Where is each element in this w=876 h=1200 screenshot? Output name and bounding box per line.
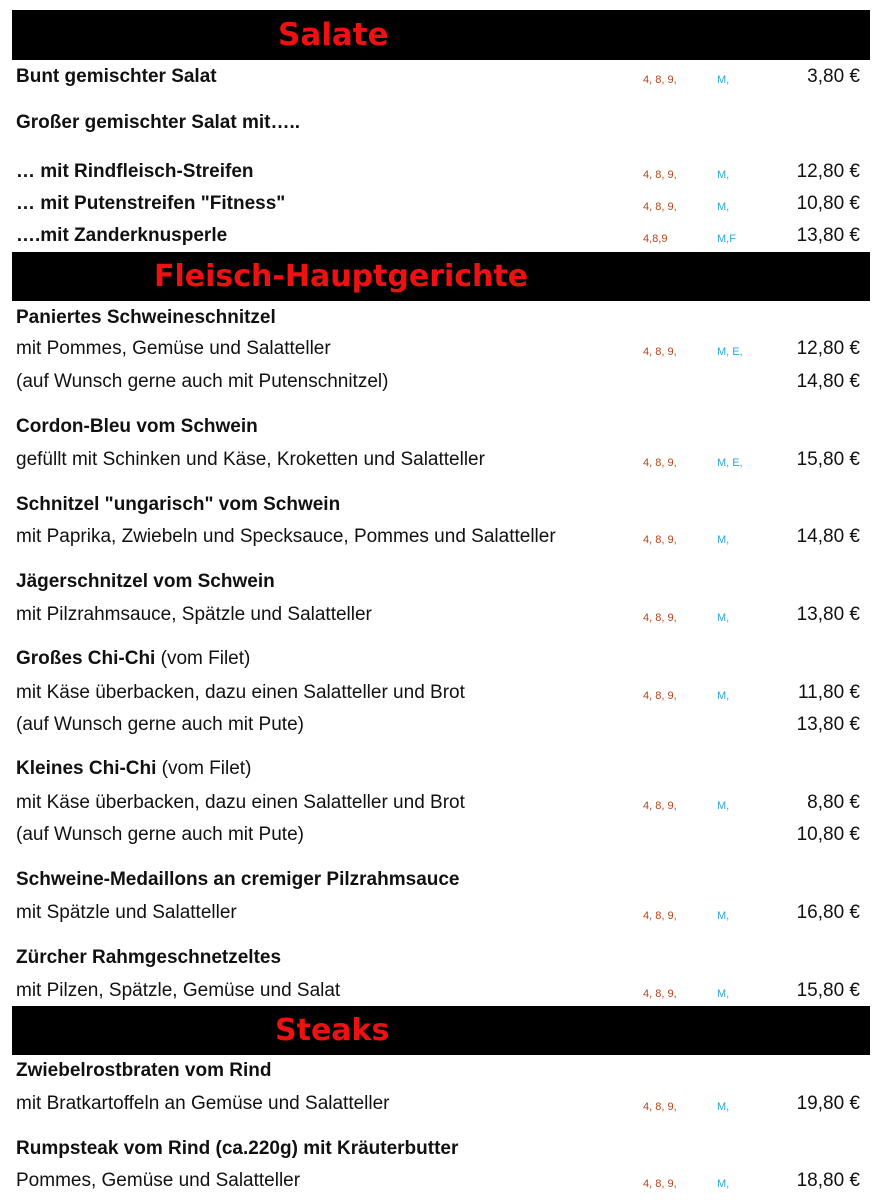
dish-description: mit Käse überbacken, dazu einen Salatteller und Brot — [16, 792, 465, 813]
dish-name-zwiebelrostbraten: Zwiebelrostbraten vom Rind — [16, 1060, 272, 1081]
dish-description: mit Spätzle und Salatteller — [16, 902, 237, 923]
allergen-codes: 4, 8, 9, — [643, 910, 677, 922]
price: 12,80 € — [796, 161, 860, 182]
additive-codes: M, — [717, 800, 730, 812]
dish-description: mit Bratkartoffeln an Gemüse und Salatteller — [16, 1093, 390, 1114]
section-title: Steaks — [275, 1013, 390, 1048]
dish-name-schweine-medaillons: Schweine-Medaillons an cremiger Pilzrahmsauce — [16, 869, 460, 890]
dish-name-grosses-chi-chi — [16, 645, 250, 673]
section-header-steaks — [12, 1006, 870, 1055]
allergen-codes: 4, 8, 9, — [643, 457, 677, 469]
dish-intro-grosser-salat: Großer gemischter Salat mit….. — [16, 112, 301, 133]
additive-codes: M, — [717, 612, 730, 624]
price: 13,80 € — [796, 225, 860, 246]
additive-codes: M, — [717, 910, 730, 922]
dish-name: Kleines Chi-Chi — [16, 758, 157, 779]
dish-description: mit Pilzrahmsauce, Spätzle und Salatteller — [16, 604, 372, 625]
dish-name-cordon-bleu: Cordon-Bleu vom Schwein — [16, 416, 258, 437]
additive-codes: M,F — [717, 233, 736, 245]
dish-description: Pommes, Gemüse und Salatteller — [16, 1170, 301, 1191]
additive-codes: M, — [717, 74, 730, 86]
dish-note: (vom Filet) — [155, 648, 251, 669]
dish-alternative: (auf Wunsch gerne auch mit Putenschnitzel) — [16, 371, 389, 392]
allergen-codes: 4, 8, 9, — [643, 988, 677, 1000]
dish-name-rumpsteak: Rumpsteak vom Rind (ca.220g) mit Kräuterbutter — [16, 1138, 459, 1159]
dish-alternative: (auf Wunsch gerne auch mit Pute) — [16, 824, 304, 845]
additive-codes: M, E, — [717, 457, 743, 469]
allergen-codes: 4, 8, 9, — [643, 169, 677, 181]
alternative-price: 13,80 € — [796, 714, 860, 735]
dish-alternative: (auf Wunsch gerne auch mit Pute) — [16, 714, 304, 735]
dish-name-kleines-chi-chi — [16, 755, 251, 783]
price: 8,80 € — [807, 792, 860, 813]
additive-codes: M, — [717, 690, 730, 702]
price: 16,80 € — [796, 902, 860, 923]
section-header-salate — [12, 10, 870, 60]
dish-description: mit Käse überbacken, dazu einen Salatteller und Brot — [16, 682, 465, 703]
additive-codes: M, — [717, 1101, 730, 1113]
dish-description: gefüllt mit Schinken und Käse, Kroketten und Salatteller — [16, 449, 485, 470]
allergen-codes: 4,8,9 — [643, 233, 668, 245]
allergen-codes: 4, 8, 9, — [643, 612, 677, 624]
dish-description: mit Pommes, Gemüse und Salatteller — [16, 338, 331, 359]
additive-codes: M, — [717, 169, 730, 181]
additive-codes: M, E, — [717, 346, 743, 358]
additive-codes: M, — [717, 534, 730, 546]
dish-name-schnitzel-ungarisch: Schnitzel "ungarisch" vom Schwein — [16, 494, 341, 515]
dish-description: mit Paprika, Zwiebeln und Specksauce, Pommes und Salatteller — [16, 526, 556, 547]
price: 15,80 € — [796, 980, 860, 1001]
dish-note: (vom Filet) — [156, 758, 252, 779]
price: 3,80 € — [807, 66, 860, 87]
additive-codes: M, — [717, 1178, 730, 1190]
price: 10,80 € — [796, 193, 860, 214]
allergen-codes: 4, 8, 9, — [643, 1101, 677, 1113]
price: 12,80 € — [796, 338, 860, 359]
additive-codes: M, — [717, 988, 730, 1000]
dish-name-paniertes-schweineschnitzel: Paniertes Schweineschnitzel — [16, 307, 276, 328]
additive-codes: M, — [717, 201, 730, 213]
allergen-codes: 4, 8, 9, — [643, 1178, 677, 1190]
dish-description: mit Pilzen, Spätzle, Gemüse und Salat — [16, 980, 341, 1001]
price: 15,80 € — [796, 449, 860, 470]
dish-name-putenstreifen: … mit Putenstreifen "Fitness" — [16, 193, 286, 214]
allergen-codes: 4, 8, 9, — [643, 800, 677, 812]
alternative-price: 10,80 € — [796, 824, 860, 845]
allergen-codes: 4, 8, 9, — [643, 74, 677, 86]
section-title: Salate — [278, 17, 389, 53]
dish-name-bunt-gemischter-salat: Bunt gemischter Salat — [16, 66, 217, 87]
price: 18,80 € — [796, 1170, 860, 1191]
price: 13,80 € — [796, 604, 860, 625]
price: 11,80 € — [798, 682, 860, 703]
dish-name-jaegerschnitzel: Jägerschnitzel vom Schwein — [16, 571, 275, 592]
allergen-codes: 4, 8, 9, — [643, 534, 677, 546]
dish-name-zuercher-rahmgeschnetzeltes: Zürcher Rahmgeschnetzeltes — [16, 947, 282, 968]
price: 14,80 € — [796, 526, 860, 547]
dish-name-zanderknusperle: ….mit Zanderknusperle — [16, 225, 228, 246]
dish-name: Großes Chi-Chi — [16, 648, 156, 669]
alternative-price: 14,80 € — [796, 371, 860, 392]
section-title: Fleisch-Hauptgerichte — [154, 259, 529, 294]
allergen-codes: 4, 8, 9, — [643, 201, 677, 213]
section-header-fleisch-hauptgerichte — [12, 252, 870, 301]
dish-name-rindfleisch-streifen: … mit Rindfleisch-Streifen — [16, 161, 254, 182]
price: 19,80 € — [796, 1093, 860, 1114]
allergen-codes: 4, 8, 9, — [643, 346, 677, 358]
allergen-codes: 4, 8, 9, — [643, 690, 677, 702]
